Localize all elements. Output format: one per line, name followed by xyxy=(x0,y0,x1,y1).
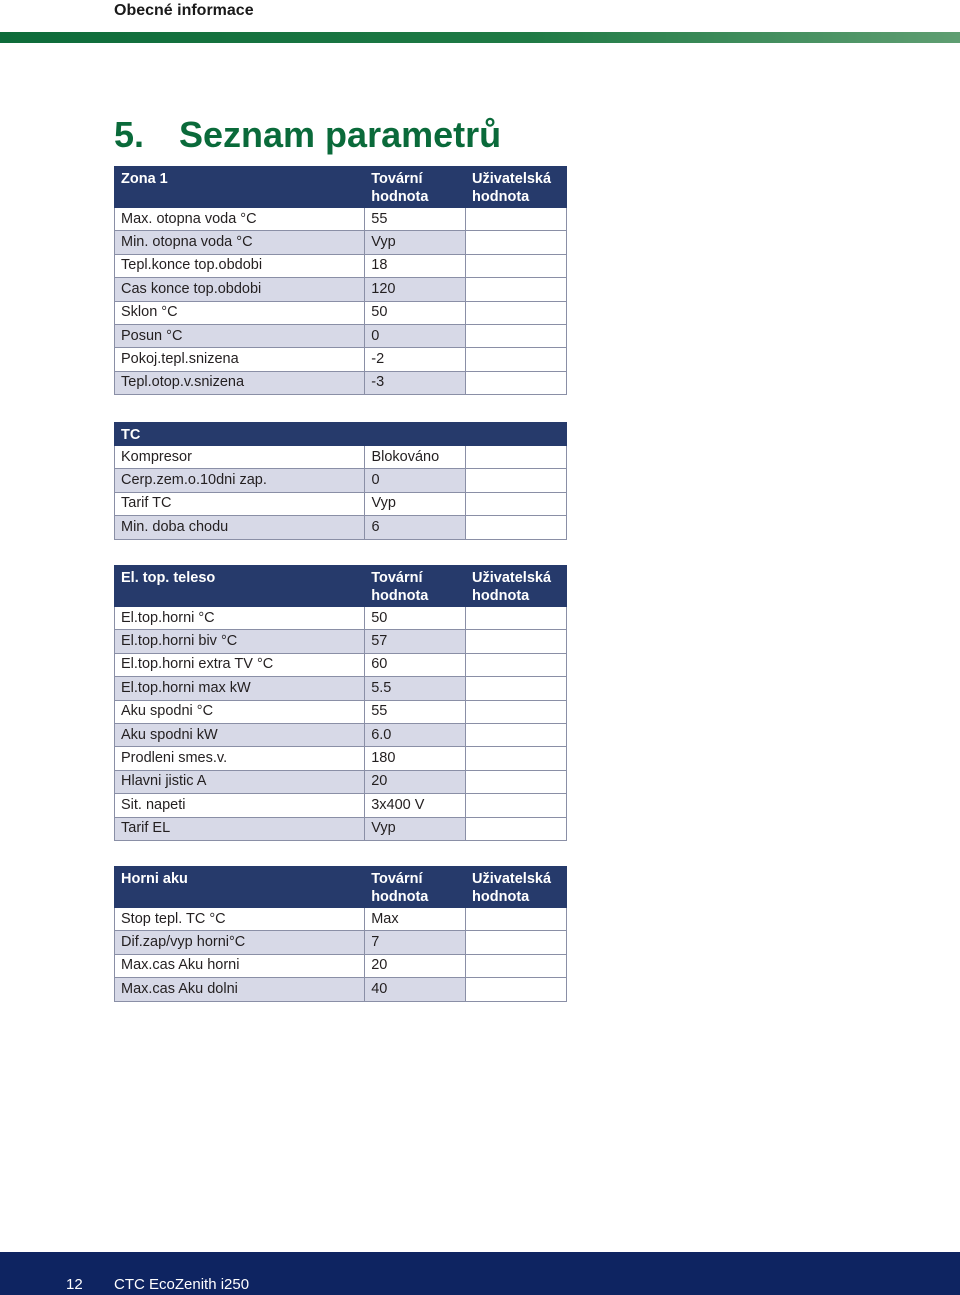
factory-value-header: Tovární hodnota xyxy=(365,566,466,607)
table-heading: El. top. teleso xyxy=(115,566,365,607)
factory-value: 20 xyxy=(365,770,466,793)
factory-value-header: Tovární hodnota xyxy=(365,867,466,908)
factory-value: 0 xyxy=(365,324,466,347)
table-row xyxy=(115,954,567,977)
table-heading: Zona 1 xyxy=(115,167,365,208)
parameter-name: Tarif EL xyxy=(115,817,365,840)
factory-value: 50 xyxy=(365,301,466,324)
table-row xyxy=(115,231,567,254)
table-row xyxy=(115,516,567,539)
parameter-name: Dif.zap/vyp horni°C xyxy=(115,931,365,954)
factory-value: 120 xyxy=(365,278,466,301)
table-row xyxy=(115,700,567,723)
user-value-header xyxy=(466,423,567,446)
factory-value: Blokováno xyxy=(365,446,466,469)
factory-value: 7 xyxy=(365,931,466,954)
table-row xyxy=(115,446,567,469)
user-value-cell xyxy=(466,446,567,469)
user-value-cell xyxy=(466,677,567,700)
factory-value: 57 xyxy=(365,630,466,653)
user-value-cell xyxy=(466,747,567,770)
table-header-row xyxy=(115,167,567,208)
factory-value: 50 xyxy=(365,607,466,630)
factory-value: -3 xyxy=(365,371,466,394)
user-value-header: Uživatelská hodnota xyxy=(466,867,567,908)
table-row xyxy=(115,324,567,347)
parameter-name: Tarif TC xyxy=(115,492,365,515)
header-rule xyxy=(0,32,960,43)
parameter-name: Min. doba chodu xyxy=(115,516,365,539)
user-value-header: Uživatelská hodnota xyxy=(466,566,567,607)
tc-table xyxy=(114,422,567,540)
table-row xyxy=(115,931,567,954)
table-row xyxy=(115,677,567,700)
factory-value: 3x400 V xyxy=(365,794,466,817)
page-number: 12 xyxy=(66,1276,83,1293)
user-value-cell xyxy=(466,770,567,793)
user-value-cell xyxy=(466,278,567,301)
parameter-name: Max.cas Aku dolni xyxy=(115,978,365,1001)
parameter-name: Tepl.konce top.obdobi xyxy=(115,254,365,277)
user-value-cell xyxy=(466,607,567,630)
user-value-cell xyxy=(466,954,567,977)
factory-value: 60 xyxy=(365,653,466,676)
parameter-name: Sit. napeti xyxy=(115,794,365,817)
parameter-name: Hlavni jistic A xyxy=(115,770,365,793)
user-value-cell xyxy=(466,931,567,954)
factory-value: Max xyxy=(365,908,466,931)
user-value-cell xyxy=(466,978,567,1001)
factory-value: Vyp xyxy=(365,492,466,515)
parameter-name: El.top.horni biv °C xyxy=(115,630,365,653)
parameter-name: Posun °C xyxy=(115,324,365,347)
user-value-header: Uživatelská hodnota xyxy=(466,167,567,208)
factory-value: 6 xyxy=(365,516,466,539)
factory-value-header xyxy=(365,423,466,446)
user-value-cell xyxy=(466,723,567,746)
table-row xyxy=(115,301,567,324)
factory-value: 18 xyxy=(365,254,466,277)
table-heading: TC xyxy=(115,423,365,446)
parameter-name: El.top.horni max kW xyxy=(115,677,365,700)
factory-value: 40 xyxy=(365,978,466,1001)
table-row xyxy=(115,817,567,840)
el-top-teleso-table xyxy=(114,565,567,841)
factory-value-header: Tovární hodnota xyxy=(365,167,466,208)
table-row xyxy=(115,723,567,746)
parameter-name: Stop tepl. TC °C xyxy=(115,908,365,931)
document-name: CTC EcoZenith i250 xyxy=(114,1276,250,1293)
user-value-cell xyxy=(466,301,567,324)
parameter-name: Cas konce top.obdobi xyxy=(115,278,365,301)
user-value-cell xyxy=(466,516,567,539)
table-header-row xyxy=(115,867,567,908)
parameter-name: El.top.horni °C xyxy=(115,607,365,630)
user-value-cell xyxy=(466,908,567,931)
factory-value: 55 xyxy=(365,700,466,723)
section-label: Obecné informace xyxy=(114,2,254,19)
table-header-row xyxy=(115,423,567,446)
user-value-cell xyxy=(466,817,567,840)
horni-aku-table xyxy=(114,866,567,1002)
zona-1-table xyxy=(114,166,567,395)
parameter-name: Aku spodni kW xyxy=(115,723,365,746)
user-value-cell xyxy=(466,492,567,515)
table-row xyxy=(115,607,567,630)
chapter-number: 5. xyxy=(114,114,145,155)
chapter-title: Seznam parametrů xyxy=(179,114,502,155)
page-title xyxy=(114,114,501,156)
parameter-name: Sklon °C xyxy=(115,301,365,324)
factory-value: -2 xyxy=(365,348,466,371)
factory-value: 180 xyxy=(365,747,466,770)
user-value-cell xyxy=(466,324,567,347)
factory-value: 5.5 xyxy=(365,677,466,700)
table-row xyxy=(115,254,567,277)
parameter-name: Tepl.otop.v.snizena xyxy=(115,371,365,394)
table-row xyxy=(115,978,567,1001)
table-row xyxy=(115,208,567,231)
parameter-name: Pokoj.tepl.snizena xyxy=(115,348,365,371)
user-value-cell xyxy=(466,231,567,254)
factory-value: 6.0 xyxy=(365,723,466,746)
table-row xyxy=(115,371,567,394)
table-row xyxy=(115,747,567,770)
parameter-name: Cerp.zem.o.10dni zap. xyxy=(115,469,365,492)
factory-value: Vyp xyxy=(365,817,466,840)
parameter-name: Max.cas Aku horni xyxy=(115,954,365,977)
parameter-name: Max. otopna voda °C xyxy=(115,208,365,231)
table-row xyxy=(115,278,567,301)
factory-value: 20 xyxy=(365,954,466,977)
user-value-cell xyxy=(466,371,567,394)
table-header-row xyxy=(115,566,567,607)
factory-value: 0 xyxy=(365,469,466,492)
user-value-cell xyxy=(466,653,567,676)
table-heading: Horni aku xyxy=(115,867,365,908)
user-value-cell xyxy=(466,208,567,231)
parameter-name: Aku spodni °C xyxy=(115,700,365,723)
table-row xyxy=(115,908,567,931)
user-value-cell xyxy=(466,700,567,723)
table-row xyxy=(115,492,567,515)
table-row xyxy=(115,630,567,653)
factory-value: Vyp xyxy=(365,231,466,254)
user-value-cell xyxy=(466,794,567,817)
table-row xyxy=(115,770,567,793)
table-row xyxy=(115,469,567,492)
factory-value: 55 xyxy=(365,208,466,231)
parameter-name: Min. otopna voda °C xyxy=(115,231,365,254)
user-value-cell xyxy=(466,469,567,492)
parameter-name: Prodleni smes.v. xyxy=(115,747,365,770)
user-value-cell xyxy=(466,348,567,371)
user-value-cell xyxy=(466,254,567,277)
user-value-cell xyxy=(466,630,567,653)
parameter-name: Kompresor xyxy=(115,446,365,469)
table-row xyxy=(115,653,567,676)
parameter-name: El.top.horni extra TV °C xyxy=(115,653,365,676)
table-row xyxy=(115,348,567,371)
table-row xyxy=(115,794,567,817)
